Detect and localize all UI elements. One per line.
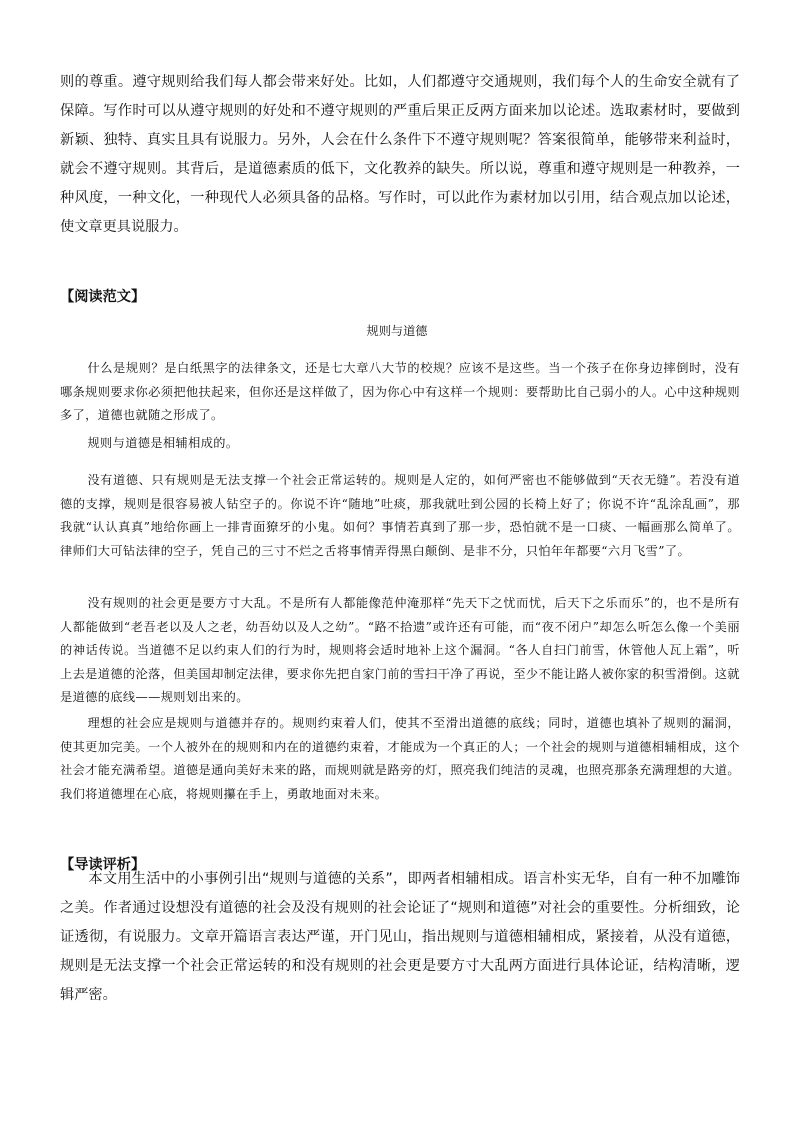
essay-title: 规则与道德 [366,324,428,338]
guide-section-heading: 【导读评析】 [60,857,146,873]
essay-paragraph-3: 没有道德、只有规则是无法支撑一个社会正常运转的。规则是人定的，如何严密也不能够做到“天衣无缝”。若没有道德的支撑，规则是很容易被人钻空子的。你说不许“随地”吐痰，那我就吐到公园的长椅上好了；你说不许“乱涂乱画”，那我就“认认真真”地给你画上一排青面獠牙的小鬼。如何？事情若真到了那一步，恐怕就不是一口痰、一幅画那么简单了。律师们大可钻法律的空子，凭自己的三寸不烂之舌将事情弄得黑白颠倒、是非不分，只怕年年都要“六月飞雪”了。 [60,473,740,558]
essay-paragraph-1: 什么是规则？是白纸黑字的法律条文，还是七大章八大节的校规？应该不是这些。当一个孩子在你身边摔倒时，没有哪条规则要求你必须把他扶起来，但你还是这样做了，因为你心中有这样一个规则：要帮助比自己弱小的人。心中这种规则多了，道德也就随之形成了。 [60,361,740,422]
reading-section-heading: 【阅读范文】 [60,289,146,305]
intro-paragraph: 则的尊重。遵守规则给我们每人都会带来好处。比如，人们都遵守交通规则，我们每个人的生命安全就有了保障。写作时可以从遵守规则的好处和不遵守规则的严重后果正反两方面来加以论述。选取素材时，要做到新颖、独特、真实且具有说服力。另外，人会在什么条件下不遵守规则呢？答案很简单，能够带来利益时，就会不遵守规则。其背后，是道德素质的低下，文化教养的缺失。所以说，尊重和遵守规则是一种教养，一种风度，一种文化，一种现代人必须具备的品格。写作时，可以此作为素材加以引用，结合观点加以论述，使文章更具说服力。 [60,74,740,235]
essay-paragraph-5: 理想的社会应是规则与道德并存的。规则约束着人们，使其不至滑出道德的底线；同时，道德也填补了规则的漏洞，使其更加完美。一个人被外在的规则和内在的道德约束着，才能成为一个真正的人；一个社会的规则与道德相辅相成，这个社会才能充满希望。道德是通向美好未来的路，而规则就是路旁的灯，照亮我们纯洁的灵魂，也照亮那条充满理想的大道。我们将道德埋在心底，将规则攥在手上，勇敢地面对未来。 [60,716,740,801]
essay-paragraph-4: 没有规则的社会更是要方寸大乱。不是所有人都能像范仲淹那样“先天下之忧而忧，后天下之乐而乐”的，也不是所有人都能做到“老吾老以及人之老，幼吾幼以及人之幼”。“路不拾遗”或许还有可能，而“夜不闭户”却怎么听怎么像一个美丽的神话传说。当道德不足以约束人们的行为时，规则将会适时地补上这个漏洞。“各人自扫门前雪，休管他人瓦上霜”，听上去是道德的沦落，但美国却制定法律，要求你先把自家门前的雪扫干净了再说，至少不能让路人被你家的积雪滑倒。这就是道德的底线——规则划出来的。 [60,596,740,704]
essay-paragraph-2: 规则与道德是相辅相成的。 [87,436,239,450]
guide-analysis-paragraph: 本文用生活中的小事例引出“规则与道德的关系”，即两者相辅相成。语言朴实无华，自有一种不加雕饰之美。作者通过设想没有道德的社会及没有规则的社会论证了“规则和道德”对社会的重要性。分析细致，论证透彻，有说服力。文章开篇语言表达严谨，开门见山，指出规则与道德相辅相成，紧接着，从没有道德，规则是无法支撑一个社会正常运转的和没有规则的社会更是要方寸大乱两方面进行具体论证，结构清晰，逻辑严密。 [60,871,740,1003]
